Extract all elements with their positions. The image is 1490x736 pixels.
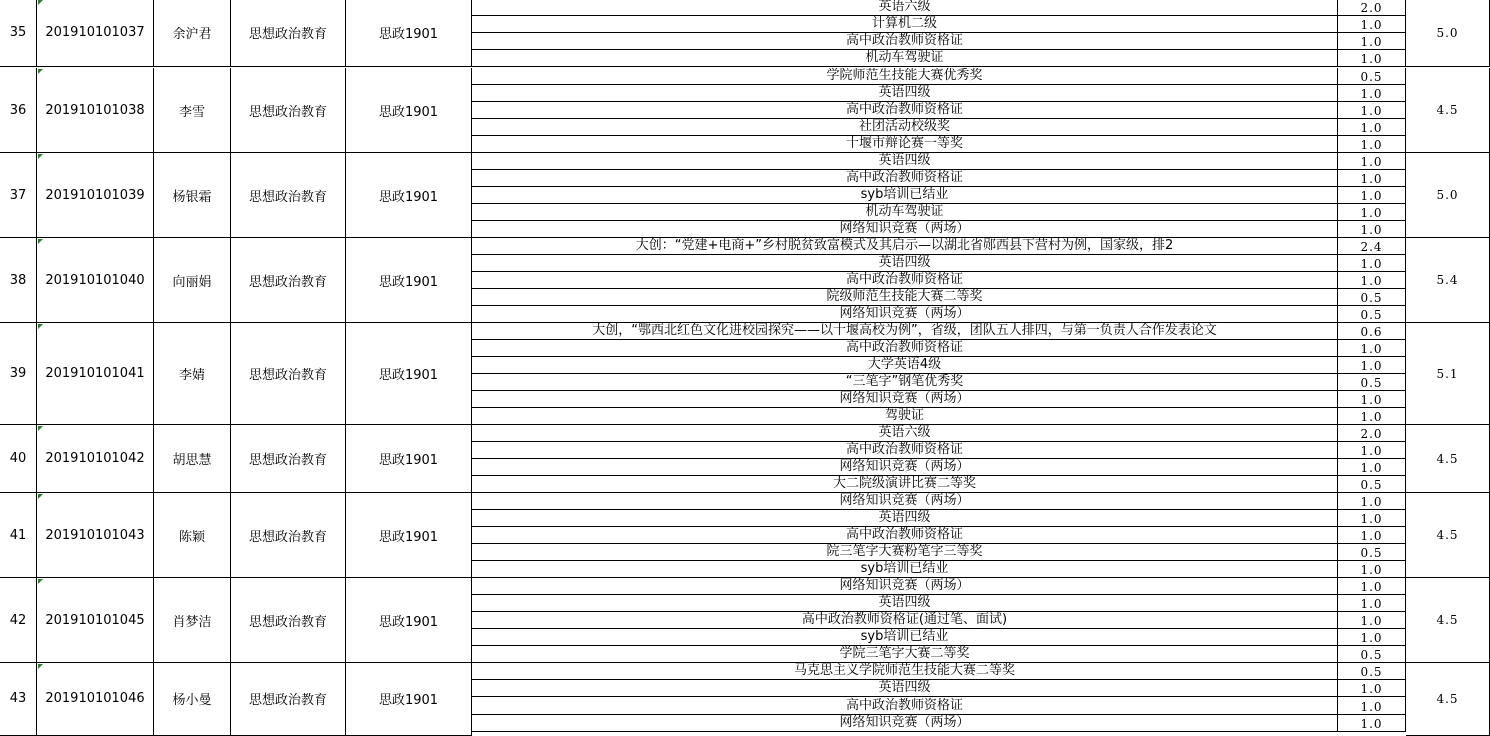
- award-score-cell[interactable]: 0.5: [1338, 289, 1406, 306]
- major-cell[interactable]: 思想政治教育: [231, 663, 346, 736]
- award-score-cell[interactable]: 1.0: [1338, 340, 1406, 357]
- student-id-cell[interactable]: 201910101041: [37, 323, 154, 425]
- major-cell[interactable]: 思想政治教育: [231, 153, 346, 238]
- student-id-cell[interactable]: 201910101040: [37, 238, 154, 323]
- award-item-cell[interactable]: 网络知识竞赛（两场）: [472, 306, 1338, 323]
- student-name-cell[interactable]: 杨小曼: [154, 663, 231, 736]
- total-score-cell[interactable]: 5.0: [1406, 0, 1490, 67]
- major-cell[interactable]: 思想政治教育: [231, 578, 346, 663]
- student-id-cell[interactable]: 201910101038: [37, 68, 154, 153]
- total-score-cell[interactable]: 5.0: [1406, 153, 1490, 238]
- total-score-cell[interactable]: 5.1: [1406, 323, 1490, 425]
- award-score-cell[interactable]: 0.5: [1338, 476, 1406, 493]
- award-score-cell[interactable]: 2.4: [1338, 238, 1406, 255]
- award-score-cell[interactable]: 1.0: [1338, 16, 1406, 33]
- award-item-cell[interactable]: 大创：“党建+电商+”乡村脱贫致富模式及其启示—以湖北省郧西县下营村为例，国家级，排2: [472, 238, 1338, 255]
- student-id-cell[interactable]: 201910101039: [37, 153, 154, 238]
- class-cell[interactable]: 思政1901: [346, 663, 472, 736]
- award-item-cell[interactable]: syb培训已结业: [472, 187, 1338, 204]
- award-item-cell[interactable]: 高中政治教师资格证(通过笔、面试): [472, 612, 1338, 629]
- award-score-cell[interactable]: 1.0: [1338, 85, 1406, 102]
- row-number-cell: 35: [0, 0, 37, 67]
- award-score-cell[interactable]: 1.0: [1338, 102, 1406, 119]
- award-item-cell[interactable]: 高中政治教师资格证: [472, 527, 1338, 544]
- class-cell[interactable]: 思政1901: [346, 578, 472, 663]
- cell-comment-marker: [38, 664, 43, 669]
- award-item-cell[interactable]: 院级师范生技能大赛二等奖: [472, 289, 1338, 306]
- award-item-cell[interactable]: 大创，“鄂西北红色文化进校园探究——以十堰高校为例”，省级，团队五人排四，与第一负责人合作发表论文: [472, 323, 1338, 340]
- award-score-cell[interactable]: 1.0: [1338, 153, 1406, 170]
- award-score-cell[interactable]: 0.5: [1338, 68, 1406, 85]
- award-score-cell[interactable]: 2.0: [1338, 0, 1406, 16]
- award-score-cell[interactable]: 1.0: [1338, 255, 1406, 272]
- award-score-cell[interactable]: 1.0: [1338, 697, 1406, 714]
- award-item-cell[interactable]: 英语四级: [472, 85, 1338, 102]
- award-score-cell[interactable]: 0.5: [1338, 374, 1406, 391]
- award-score-cell[interactable]: 1.0: [1338, 510, 1406, 527]
- total-score-cell[interactable]: 5.4: [1406, 238, 1490, 323]
- award-score-cell[interactable]: 1.0: [1338, 187, 1406, 204]
- award-item-cell[interactable]: 大学英语4级: [472, 357, 1338, 374]
- award-item-cell[interactable]: 网络知识竞赛（两场）: [472, 493, 1338, 510]
- award-score-cell[interactable]: 0.5: [1338, 663, 1406, 680]
- award-item-cell[interactable]: 高中政治教师资格证: [472, 102, 1338, 119]
- award-item-cell[interactable]: syb培训已结业: [472, 629, 1338, 646]
- student-name-cell[interactable]: 胡思慧: [154, 425, 231, 493]
- award-score-cell[interactable]: 1.0: [1338, 50, 1406, 67]
- student-name-cell[interactable]: 杨银霜: [154, 153, 231, 238]
- award-item-cell[interactable]: 学院三笔字大赛二等奖: [472, 646, 1338, 663]
- award-score-cell[interactable]: 1.0: [1338, 715, 1406, 732]
- cell-comment-marker: [38, 579, 43, 584]
- award-item-cell[interactable]: 高中政治教师资格证: [472, 170, 1338, 187]
- total-score-cell[interactable]: 4.5: [1406, 68, 1490, 153]
- award-score-cell[interactable]: 1.0: [1338, 391, 1406, 408]
- award-score-cell[interactable]: 1.0: [1338, 204, 1406, 221]
- row-number-cell: 36: [0, 68, 37, 153]
- award-score-cell[interactable]: 2.0: [1338, 425, 1406, 442]
- row-number-cell: 43: [0, 663, 37, 736]
- total-score-cell[interactable]: 4.5: [1406, 425, 1490, 493]
- award-item-cell[interactable]: 十堰市辩论赛一等奖: [472, 136, 1338, 153]
- award-score-cell[interactable]: 1.0: [1338, 595, 1406, 612]
- award-score-cell[interactable]: 1.0: [1338, 408, 1406, 425]
- award-score-cell[interactable]: 0.5: [1338, 646, 1406, 663]
- student-id-cell[interactable]: 201910101045: [37, 578, 154, 663]
- award-item-cell[interactable]: 英语四级: [472, 680, 1338, 697]
- class-cell[interactable]: 思政1901: [346, 153, 472, 238]
- award-item-cell[interactable]: 驾驶证: [472, 408, 1338, 425]
- total-score-cell[interactable]: 4.5: [1406, 493, 1490, 578]
- award-score-cell[interactable]: 1.0: [1338, 357, 1406, 374]
- award-item-cell[interactable]: 学院师范生技能大赛优秀奖: [472, 68, 1338, 85]
- row-number-cell: 40: [0, 425, 37, 493]
- class-cell[interactable]: 思政1901: [346, 0, 472, 67]
- row-number-cell: 37: [0, 153, 37, 238]
- row-number-cell: 42: [0, 578, 37, 663]
- major-cell[interactable]: 思想政治教育: [231, 425, 346, 493]
- award-item-cell[interactable]: 英语四级: [472, 153, 1338, 170]
- award-item-cell[interactable]: 计算机二级: [472, 16, 1338, 33]
- major-cell[interactable]: 思想政治教育: [231, 0, 346, 67]
- award-item-cell[interactable]: 机动车驾驶证: [472, 204, 1338, 221]
- award-score-cell[interactable]: 1.0: [1338, 527, 1406, 544]
- student-name-cell[interactable]: 李婧: [154, 323, 231, 425]
- award-score-cell[interactable]: 0.5: [1338, 544, 1406, 561]
- award-score-cell[interactable]: 1.0: [1338, 272, 1406, 289]
- major-cell[interactable]: 思想政治教育: [231, 238, 346, 323]
- total-score-cell[interactable]: 4.5: [1406, 663, 1490, 736]
- award-item-cell[interactable]: 高中政治教师资格证: [472, 697, 1338, 714]
- award-item-cell[interactable]: 高中政治教师资格证: [472, 33, 1338, 50]
- cell-comment-marker: [38, 426, 43, 431]
- award-score-cell[interactable]: 1.0: [1338, 612, 1406, 629]
- award-score-cell[interactable]: 1.0: [1338, 493, 1406, 510]
- class-cell[interactable]: 思政1901: [346, 493, 472, 578]
- award-item-cell[interactable]: 英语六级: [472, 0, 1338, 16]
- award-item-cell[interactable]: 英语四级: [472, 595, 1338, 612]
- award-score-cell[interactable]: 1.0: [1338, 221, 1406, 238]
- award-item-cell[interactable]: 大二院级演讲比赛二等奖: [472, 476, 1338, 493]
- award-item-cell[interactable]: syb培训已结业: [472, 561, 1338, 578]
- award-item-cell[interactable]: 网络知识竞赛（两场）: [472, 459, 1338, 476]
- class-cell[interactable]: 思政1901: [346, 323, 472, 425]
- award-item-cell[interactable]: 机动车驾驶证: [472, 50, 1338, 67]
- award-score-cell[interactable]: 1.0: [1338, 136, 1406, 153]
- class-cell[interactable]: 思政1901: [346, 425, 472, 493]
- award-item-cell[interactable]: 英语四级: [472, 255, 1338, 272]
- award-score-cell[interactable]: 1.0: [1338, 442, 1406, 459]
- row-number-cell: 39: [0, 323, 37, 425]
- class-cell[interactable]: 思政1901: [346, 238, 472, 323]
- award-score-cell[interactable]: 0.6: [1338, 323, 1406, 340]
- award-item-cell[interactable]: 高中政治教师资格证: [472, 442, 1338, 459]
- row-number-cell: 38: [0, 238, 37, 323]
- award-item-cell[interactable]: 网络知识竞赛（两场）: [472, 391, 1338, 408]
- student-name-cell[interactable]: 陈颖: [154, 493, 231, 578]
- cell-comment-marker: [38, 239, 43, 244]
- student-id-cell[interactable]: 201910101042: [37, 425, 154, 493]
- student-name-cell[interactable]: 肖梦洁: [154, 578, 231, 663]
- major-cell[interactable]: 思想政治教育: [231, 68, 346, 153]
- award-score-cell[interactable]: 1.0: [1338, 170, 1406, 187]
- row-number-cell: 41: [0, 493, 37, 578]
- award-score-cell[interactable]: 1.0: [1338, 459, 1406, 476]
- student-name-cell[interactable]: 李雪: [154, 68, 231, 153]
- award-score-cell[interactable]: 1.0: [1338, 680, 1406, 697]
- cell-comment-marker: [38, 154, 43, 159]
- student-id-cell[interactable]: 201910101046: [37, 663, 154, 736]
- award-item-cell[interactable]: 英语六级: [472, 425, 1338, 442]
- student-id-cell[interactable]: 201910101037: [37, 0, 154, 67]
- award-item-cell[interactable]: 马克思主义学院师范生技能大赛二等奖: [472, 663, 1338, 680]
- award-item-cell[interactable]: 网络知识竞赛（两场）: [472, 578, 1338, 595]
- award-item-cell[interactable]: “三笔字”钢笔优秀奖: [472, 374, 1338, 391]
- cell-comment-marker: [38, 69, 43, 74]
- award-item-cell[interactable]: 网络知识竞赛（两场）: [472, 715, 1338, 732]
- award-score-cell[interactable]: 1.0: [1338, 629, 1406, 646]
- award-item-cell[interactable]: 社团活动校级奖: [472, 119, 1338, 136]
- student-name-cell[interactable]: 向丽娟: [154, 238, 231, 323]
- award-score-cell[interactable]: 1.0: [1338, 33, 1406, 50]
- total-score-cell[interactable]: 4.5: [1406, 578, 1490, 663]
- award-item-cell[interactable]: 院三笔字大赛粉笔字三等奖: [472, 544, 1338, 561]
- major-cell[interactable]: 思想政治教育: [231, 493, 346, 578]
- award-score-cell[interactable]: 1.0: [1338, 119, 1406, 136]
- cell-comment-marker: [38, 494, 43, 499]
- major-cell[interactable]: 思想政治教育: [231, 323, 346, 425]
- award-item-cell[interactable]: 英语四级: [472, 510, 1338, 527]
- award-score-cell[interactable]: 1.0: [1338, 561, 1406, 578]
- award-score-cell[interactable]: 0.5: [1338, 306, 1406, 323]
- class-cell[interactable]: 思政1901: [346, 68, 472, 153]
- award-item-cell[interactable]: 网络知识竞赛（两场）: [472, 221, 1338, 238]
- award-item-cell[interactable]: 高中政治教师资格证: [472, 272, 1338, 289]
- cell-comment-marker: [38, 324, 43, 329]
- award-score-cell[interactable]: 1.0: [1338, 578, 1406, 595]
- cell-comment-marker: [38, 0, 43, 5]
- student-id-cell[interactable]: 201910101043: [37, 493, 154, 578]
- student-name-cell[interactable]: 余沪君: [154, 0, 231, 67]
- award-item-cell[interactable]: 高中政治教师资格证: [472, 340, 1338, 357]
